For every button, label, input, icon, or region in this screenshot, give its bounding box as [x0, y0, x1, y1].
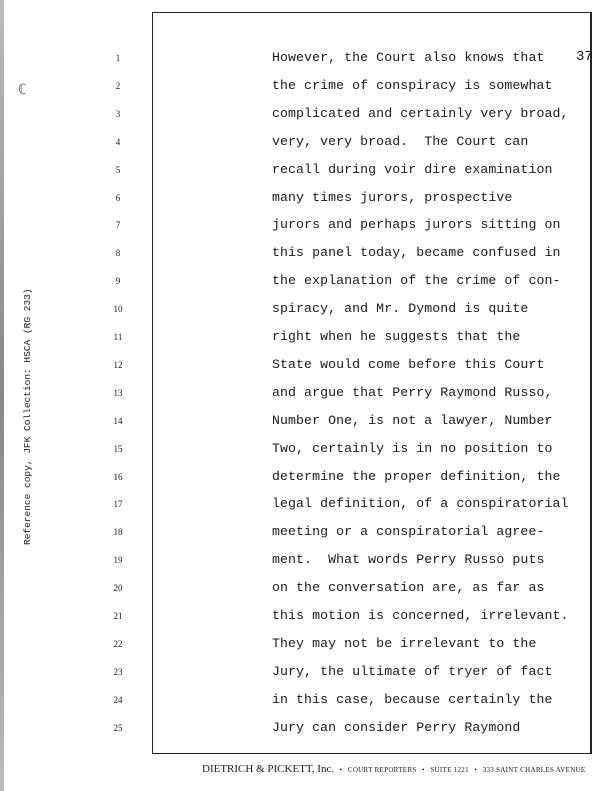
transcript-line: the explanation of the crime of con- [272, 273, 561, 289]
line-number: 6 [115, 192, 121, 203]
transcript-line: Jury can consider Perry Raymond [272, 719, 521, 735]
transcript-line: legal definition, of a conspiratorial [272, 496, 569, 512]
transcript-line: Two, certainly is in no position to [272, 440, 553, 456]
transcript-line: They may not be irrelevant to the [272, 635, 537, 651]
transcript-line: and argue that Perry Raymond Russo, [272, 384, 553, 400]
page-number: 37 [576, 49, 593, 65]
transcript-line: determine the proper definition, the [272, 468, 561, 484]
transcript-line: However, the Court also knows that [272, 50, 545, 65]
line-number: 3 [115, 108, 121, 119]
transcript-line: ment. What words Perry Russo puts [272, 552, 545, 568]
footer-role: COURT REPORTERS [347, 766, 417, 774]
line-number: 8 [115, 248, 121, 259]
line-number: 17 [113, 499, 123, 510]
scan-edge [0, 0, 4, 791]
transcript-line: Jury, the ultimate of tryer of fact [272, 663, 553, 679]
line-number: 11 [113, 332, 123, 342]
transcript-line: meeting or a conspiratorial agree- [272, 524, 545, 540]
transcript-line: on the conversation are, as far as [272, 580, 545, 596]
line-number: 22 [113, 638, 123, 649]
punch-hole-mark: ℂ [18, 83, 27, 99]
footer-sep: • [474, 766, 478, 774]
transcript-line: Number One, is not a lawyer, Number [272, 412, 553, 428]
line-number: 18 [113, 527, 123, 538]
transcript-line: State would come before this Court [272, 356, 545, 372]
footer-address: 333 SAINT CHARLES AVENUE [482, 766, 586, 774]
line-number: 10 [113, 304, 123, 315]
line-number: 20 [113, 583, 123, 594]
transcript-line: complicated and certainly very broad, [272, 105, 569, 121]
transcript-line: very, very broad. The Court can [272, 133, 529, 149]
line-number: 14 [113, 415, 123, 426]
line-number: 23 [113, 666, 123, 677]
transcript-line: jurors and perhaps jurors sitting on [272, 217, 561, 233]
footer-sep: • [339, 766, 343, 774]
line-number: 12 [113, 359, 123, 370]
footer-suite: SUITE 1221 [430, 766, 469, 774]
line-number: 7 [115, 220, 121, 231]
line-number: 19 [113, 555, 123, 566]
transcript-line: this motion is concerned, irrelevant. [272, 608, 569, 623]
transcript-line: in this case, because certainly the [272, 691, 553, 707]
footer [202, 763, 585, 775]
line-number: 5 [115, 164, 121, 175]
transcript-line: spiracy, and Mr. Dymond is quite [272, 301, 529, 317]
archive-stamp: Reference copy, JFK Collection: HSCA (RG 233) [22, 288, 33, 545]
line-number: 15 [113, 443, 123, 454]
transcript-line: recall during voir dire examination [272, 161, 553, 177]
transcript-line: right when he suggests that the [272, 329, 521, 344]
line-number: 1 [115, 53, 121, 63]
line-number: 9 [115, 276, 121, 287]
line-number: 4 [115, 136, 121, 147]
line-number: 16 [113, 471, 123, 482]
line-number: 21 [113, 611, 123, 621]
transcript-line: many times jurors, prospective [272, 189, 513, 205]
footer-firm: DIETRICH & PICKETT, Inc. [202, 763, 335, 775]
transcript-line: the crime of conspiracy is somewhat [272, 77, 553, 93]
line-number: 25 [113, 722, 123, 733]
line-number: 24 [113, 694, 123, 705]
line-number: 13 [113, 387, 123, 398]
transcript-line: this panel today, became confused in [272, 245, 561, 261]
footer-sep: • [422, 766, 425, 774]
line-number: 2 [115, 80, 121, 91]
